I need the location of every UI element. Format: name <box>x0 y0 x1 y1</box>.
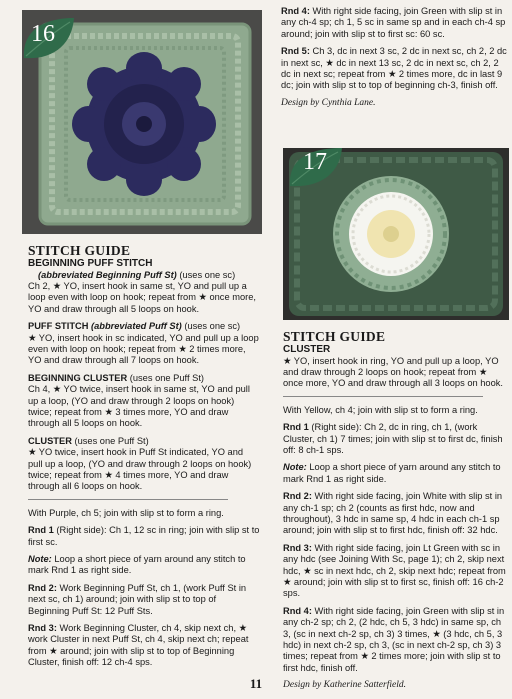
stitch-guide-title: STITCH GUIDE <box>283 329 386 344</box>
beginning-cluster-body: Ch 4, ★ YO twice, insert hook in same st, YO and pull up a loop, (YO and draw through 2 loops on hook) twice; repeat from ★ 3 times more, YO and draw through all 5 loops on hook. <box>28 384 250 429</box>
pattern-number-16: 16 <box>31 21 55 47</box>
beginning-puff-title: BEGINNING PUFF STITCH <box>28 258 153 269</box>
beginning-puff-body: Ch 2, ★ YO, insert hook in same st, YO and pull up a loop even with loop on hook; repeat from ★ once more, YO and draw through all 5 loops on hook. <box>28 280 256 314</box>
pattern-17-instructions <box>283 330 509 698</box>
pattern-16-instructions <box>28 244 260 675</box>
cluster-body: ★ YO twice, insert hook in Puff St indicated, YO and pull up a loop, (YO and draw through 2 loops on hook) twice; repeat from ★ 4 times more, YO and draw through all 6 loops on hook. <box>28 447 252 492</box>
page-number: 11 <box>249 676 263 691</box>
round-1: Rnd 1 (Right side): Ch 2, dc in ring, ch 1, (work Cluster, ch 1) 7 times; join with slip st to first dc, finish off: 8 ch-1 sps. <box>283 422 503 455</box>
pattern-16-continued <box>281 6 509 115</box>
note: Note: Loop a short piece of yarn around any stitch to mark Rnd 1 as right side. <box>28 554 246 576</box>
round-1: Rnd 1 (Right side): Ch 1, 12 sc in ring; join with slip st to first sc. <box>28 525 260 547</box>
divider <box>283 396 483 397</box>
beginning-puff-abbr: (abbreviated Beginning Puff St) (uses one sc) <box>38 269 236 280</box>
beginning-cluster-heading: BEGINNING CLUSTER (uses one Puff St) <box>28 372 204 383</box>
round-5: Rnd 5: Ch 3, dc in next 3 sc, 2 dc in next sc, ch 2, 2 dc in next sc, ★ dc in next 13 sc, 2 dc in next sc, ch 2, 2 dc in next sc; repeat from ★ 2 times more, dc in last 9 dc; join with slip st to top of beginning ch-3, finish off. <box>281 46 507 91</box>
stitch-guide-title: STITCH GUIDE <box>28 243 131 258</box>
round-4: Rnd 4: With right side facing, join Green with slip st in any ch-2 sp; ch 2, (2 hdc, ch 5, 3 hdc) in same sp, ch 3, (sc in next ch-2 sp, ch 3) 3 times, ★ (3 hdc, ch 5, 3 hdc) in next ch-2 sp, ch 3, (sc in next ch-2 sp, ch 3) 3 times; repeat from ★ 2 times more; join with slip st to first hdc, finish off. <box>283 605 505 673</box>
divider <box>28 499 228 500</box>
intro-text: With Yellow, ch 4; join with slip st to form a ring. <box>283 404 478 415</box>
round-2: Rnd 2: With right side facing, join White with slip st in any ch-1 sp; ch 2 (counts as first hdc, now and throughout), 3 hdc in same sp, 4 hdc in each ch-1 sp around; join with slip st to first hdc, finish off: 32 hdc. <box>283 491 503 536</box>
puff-stitch-body: ★ YO, insert hook in sc indicated, YO and pull up a loop even with loop on hook; repeat from ★ 2 times more, YO and draw through all 7 loops on hook. <box>28 332 259 366</box>
round-3: Rnd 3: With right side facing, join Lt Green with sc in any hdc (see Joining With Sc, page 1); ch 2, skip next hdc, ★ sc in next hdc, ch 2, skip next hdc; repeat from ★ around; join with slip st to first sc, finish off: 16 ch-2 sps. <box>283 542 506 599</box>
intro-text: With Purple, ch 5; join with slip st to form a ring. <box>28 507 224 518</box>
cluster-title: CLUSTER <box>283 344 331 355</box>
design-credit-17: Design by Katherine Satterfield. <box>283 680 406 691</box>
round-4: Rnd 4: With right side facing, join Green with slip st in any ch-4 sp; ch 1, 5 sc in same sp and in each ch-4 sp around; join with slip st to first sc: 60 sc. <box>281 6 506 39</box>
round-3: Rnd 3: Work Beginning Cluster, ch 4, skip next ch, ★ work Cluster in next Puff St, ch 4, skip next ch; repeat from ★ around; join with slip st to top of Beginning Cluster, finish off: 12 ch-4 sps. <box>28 623 249 668</box>
pattern-number-17: 17 <box>303 149 327 175</box>
cluster-body: ★ YO, insert hook in ring, YO and pull up a loop, YO and draw through 2 loops on hook; repeat from ★ once more, YO and draw through all 3 loops on hook. <box>283 355 503 389</box>
cluster-heading: CLUSTER (uses one Puff St) <box>28 435 149 446</box>
note: Note: Loop a short piece of yarn around any stitch to mark Rnd 1 as right side. <box>283 462 501 484</box>
design-credit-16: Design by Cynthia Lane. <box>281 97 376 108</box>
round-2: Rnd 2: Work Beginning Puff St, ch 1, (work Puff St in next sc, ch 1) around; join with slip st to top of Beginning Puff St: 12 Puff Sts. <box>28 582 247 616</box>
puff-stitch-heading: PUFF STITCH (abbreviated Puff St) (uses one sc) <box>28 321 241 332</box>
